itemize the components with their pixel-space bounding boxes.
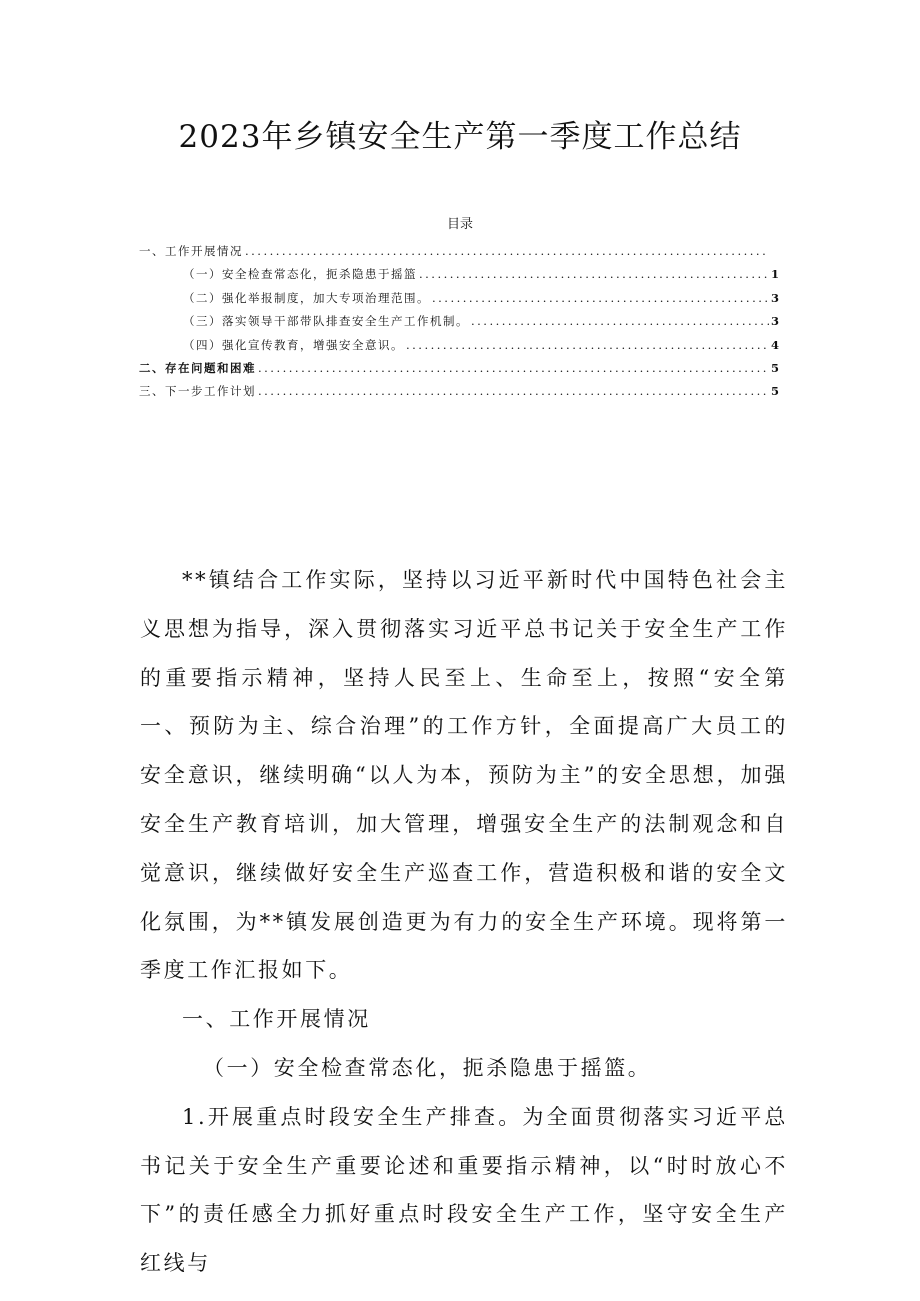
toc-entry-label: （二）强化举报制度，加大专项治理范围。 bbox=[183, 290, 430, 305]
toc-entry-1-2[interactable] bbox=[139, 287, 779, 310]
toc-entry-page: 3 bbox=[770, 314, 779, 329]
toc-entry-1-3[interactable] bbox=[139, 310, 779, 333]
toc-entry-label: （三）落实领导干部带队排查安全生产工作机制。 bbox=[183, 314, 469, 329]
toc-leader-dots bbox=[258, 380, 769, 403]
toc-entry-page: 3 bbox=[770, 290, 779, 305]
toc-entry-label: 一、工作开展情况 bbox=[139, 244, 243, 258]
toc-entry-1-4[interactable] bbox=[139, 334, 779, 357]
toc-entry-label: （四）强化宣传教育，增强安全意识。 bbox=[183, 337, 404, 352]
table-of-contents bbox=[139, 240, 779, 404]
body-paragraph: 1.开展重点时段安全生产排查。为全面贯彻落实习近平总书记关于安全生产重要论述和重要指示精神，以“时时放心不下”的责任感全力抓好重点时段安全生产工作，坚守安全生产红线与 bbox=[140, 1104, 788, 1276]
toc-entry-page: 5 bbox=[770, 360, 779, 375]
toc-entry-page: 4 bbox=[770, 337, 779, 352]
toc-entry-page: 1 bbox=[770, 267, 779, 282]
toc-entry-page: 5 bbox=[770, 384, 779, 399]
toc-entry-1[interactable] bbox=[139, 240, 779, 263]
document-body bbox=[140, 556, 788, 1288]
intro-paragraph: **镇结合工作实际，坚持以习近平新时代中国特色社会主义思想为指导，深入贯彻落实习近平总书记关于安全生产工作的重要指示精神，坚持人民至上、生命至上，按照“安全第一、预防为主、综合治理”的工作方针，全面提高广大员工的安全意识，继续明确“以人为本，预防为主”的安全思想，加强安全生产教育培训，加大管理，增强安全生产的法制观念和自觉意识，继续做好安全生产巡查工作，营造积极和谐的安全文化氛围，为**镇发展创造更为有力的安全生产环境。现将第一季度工作汇报如下。 bbox=[140, 568, 788, 983]
toc-entry-1-1[interactable] bbox=[139, 263, 779, 286]
toc-entry-label: （一）安全检查常态化，扼杀隐患于摇篮 bbox=[183, 267, 417, 282]
toc-entry-2[interactable] bbox=[139, 357, 779, 380]
toc-entry-label: 二、存在问题和困难 bbox=[139, 360, 256, 375]
page-title: 2023年乡镇安全生产第一季度工作总结 bbox=[178, 119, 742, 155]
subsection-heading: （一）安全检查常态化，扼杀隐患于摇篮。 bbox=[203, 1055, 652, 1080]
toc-leader-dots bbox=[432, 287, 769, 310]
toc-entry-label: 三、下一步工作计划 bbox=[139, 384, 256, 399]
toc-leader-dots bbox=[258, 357, 769, 380]
toc-leader-dots bbox=[406, 334, 769, 357]
toc-leader-dots bbox=[471, 310, 769, 333]
toc-leader-dots bbox=[245, 240, 769, 263]
toc-leader-dots bbox=[419, 263, 769, 286]
toc-heading: 目录 bbox=[446, 217, 473, 232]
section-heading: 一、工作开展情况 bbox=[182, 1007, 371, 1032]
toc-entry-3[interactable] bbox=[139, 380, 779, 403]
